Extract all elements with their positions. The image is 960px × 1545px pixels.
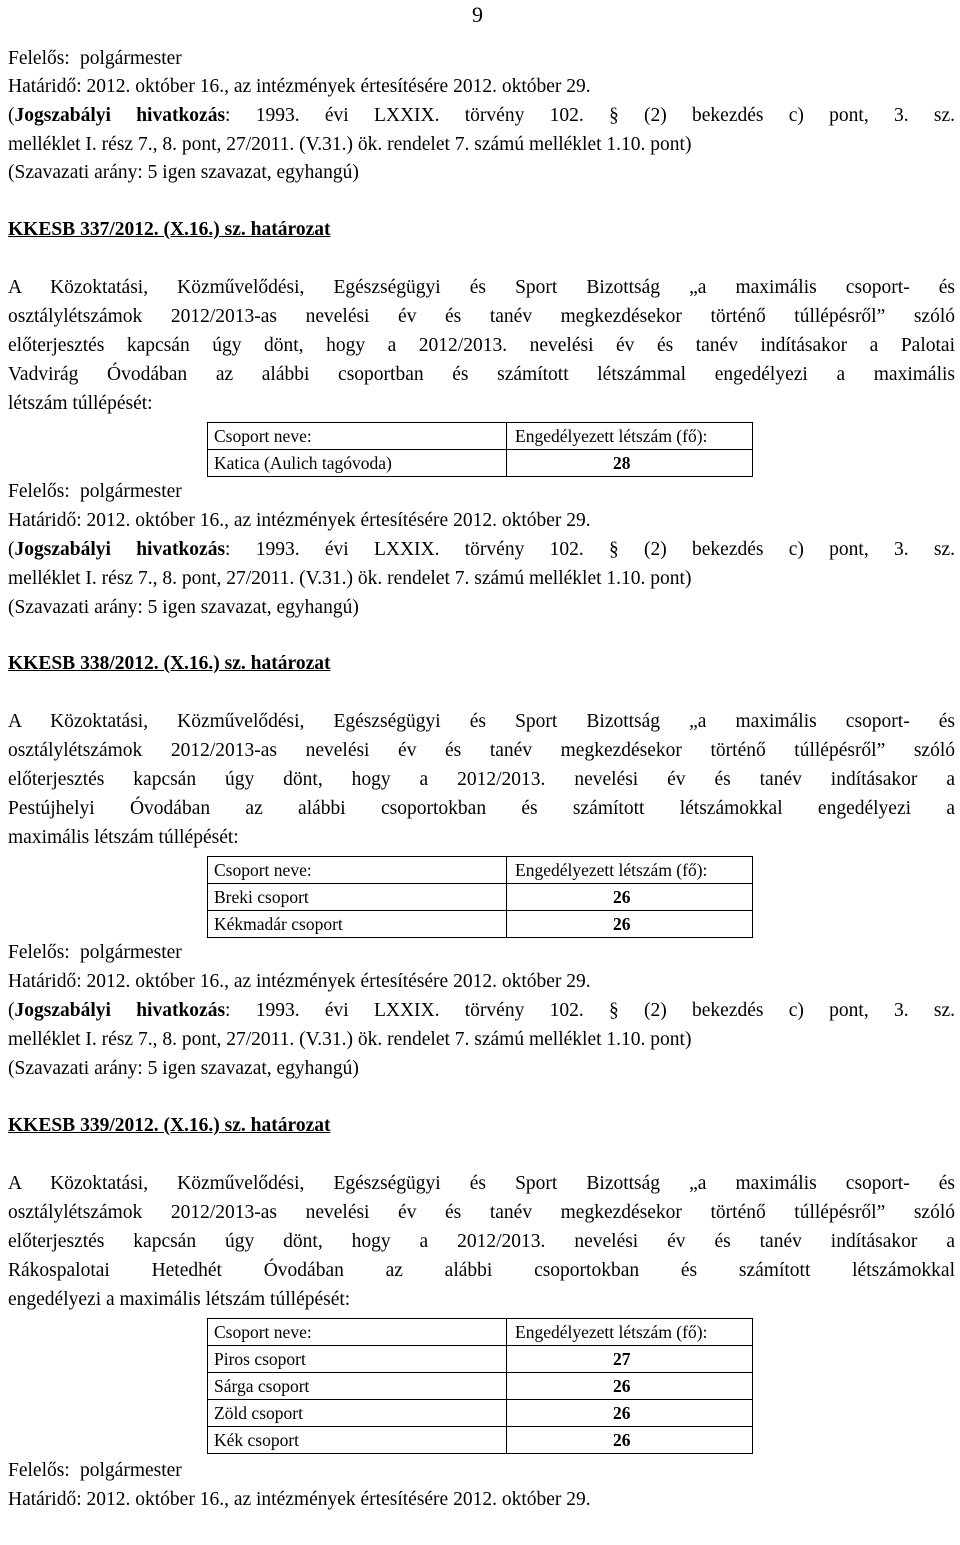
group-name: Piros csoport <box>208 1346 507 1373</box>
jogszabaly-line: (Jogszabályi hivatkozás: 1993. évi LXXIX. törvény 102. § (2) bekezdés c) pont, 3. sz. <box>8 1000 955 1021</box>
decision-heading: KKESB 337/2012. (X.16.) sz. határozat <box>8 219 331 240</box>
table-row <box>208 1346 753 1373</box>
group-table <box>207 422 753 477</box>
column-header: Engedélyezett létszám (fő): <box>507 423 753 450</box>
page-number: 9 <box>472 2 483 27</box>
hatarido-line: Határidő: 2012. október 16., az intézmények értesítésére 2012. október 29. <box>8 971 591 992</box>
jogszabaly-line: (Jogszabályi hivatkozás: 1993. évi LXXIX. törvény 102. § (2) bekezdés c) pont, 3. sz. <box>8 539 955 560</box>
intro-line: maximális létszám túllépését: <box>8 827 239 848</box>
intro-line: A Közoktatási, Közművelődési, Egészségügyi és Sport Bizottság „a maximális csoport- és <box>8 711 955 732</box>
felelos-line: Felelős: polgármester <box>8 481 182 502</box>
group-name: Kékmadár csoport <box>208 911 507 938</box>
column-header: Csoport neve: <box>208 857 507 884</box>
felelos-line: Felelős: polgármester <box>8 1460 182 1481</box>
intro-line: Pestújhelyi Óvodában az alábbi csoportokban és számított létszámokkal engedélyezi a <box>8 798 955 819</box>
table-header-row <box>208 423 753 450</box>
group-count: 26 <box>507 1373 753 1400</box>
group-name: Sárga csoport <box>208 1373 507 1400</box>
felelos-line: Felelős: polgármester <box>8 48 182 69</box>
szavazati-line: (Szavazati arány: 5 igen szavazat, egyhangú) <box>8 162 359 183</box>
hatarido-line: Határidő: 2012. október 16., az intézmények értesítésére 2012. október 29. <box>8 76 591 97</box>
group-count: 26 <box>507 884 753 911</box>
jogszabaly-line-2: melléklet I. rész 7., 8. pont, 27/2011. (V.31.) ök. rendelet 7. számú melléklet 1.10. pont) <box>8 1029 692 1050</box>
felelos-line: Felelős: polgármester <box>8 942 182 963</box>
intro-line: osztálylétszámok 2012/2013-as nevelési év és tanév megkezdésekor történő túllépésről” szóló <box>8 740 955 761</box>
group-name: Katica (Aulich tagóvoda) <box>208 450 507 477</box>
table-row <box>208 1400 753 1427</box>
intro-line: osztálylétszámok 2012/2013-as nevelési év és tanév megkezdésekor történő túllépésről” szóló <box>8 306 955 327</box>
column-header: Engedélyezett létszám (fő): <box>507 1319 753 1346</box>
table-header-row <box>208 1319 753 1346</box>
hatarido-line: Határidő: 2012. október 16., az intézmények értesítésére 2012. október 29. <box>8 1489 591 1510</box>
hatarido-line: Határidő: 2012. október 16., az intézmények értesítésére 2012. október 29. <box>8 510 591 531</box>
intro-line: létszám túllépését: <box>8 393 153 414</box>
decision-heading: KKESB 339/2012. (X.16.) sz. határozat <box>8 1115 331 1136</box>
group-name: Breki csoport <box>208 884 507 911</box>
intro-line: osztálylétszámok 2012/2013-as nevelési év és tanév megkezdésekor történő túllépésről” szóló <box>8 1202 955 1223</box>
group-name: Kék csoport <box>208 1427 507 1454</box>
group-table <box>207 856 753 938</box>
group-table <box>207 1318 753 1454</box>
decision-heading: KKESB 338/2012. (X.16.) sz. határozat <box>8 653 331 674</box>
column-header: Csoport neve: <box>208 423 507 450</box>
jogszabaly-line: (Jogszabályi hivatkozás: 1993. évi LXXIX. törvény 102. § (2) bekezdés c) pont, 3. sz. <box>8 105 955 126</box>
group-count: 26 <box>507 1427 753 1454</box>
table-header-row <box>208 857 753 884</box>
table-row <box>208 1373 753 1400</box>
intro-line: előterjesztés kapcsán úgy dönt, hogy a 2012/2013. nevelési év és tanév indításakor a Palotai <box>8 335 955 356</box>
group-count: 26 <box>507 1400 753 1427</box>
intro-line: A Közoktatási, Közművelődési, Egészségügyi és Sport Bizottság „a maximális csoport- és <box>8 1173 955 1194</box>
intro-line: előterjesztés kapcsán úgy dönt, hogy a 2012/2013. nevelési év és tanév indításakor a <box>8 1231 955 1252</box>
intro-line: előterjesztés kapcsán úgy dönt, hogy a 2012/2013. nevelési év és tanév indításakor a <box>8 769 955 790</box>
jogszabaly-line-2: melléklet I. rész 7., 8. pont, 27/2011. (V.31.) ök. rendelet 7. számú melléklet 1.10. pont) <box>8 568 692 589</box>
szavazati-line: (Szavazati arány: 5 igen szavazat, egyhangú) <box>8 597 359 618</box>
group-count: 27 <box>507 1346 753 1373</box>
szavazati-line: (Szavazati arány: 5 igen szavazat, egyhangú) <box>8 1058 359 1079</box>
table-row <box>208 884 753 911</box>
table-row <box>208 911 753 938</box>
group-count: 26 <box>507 911 753 938</box>
intro-line: A Közoktatási, Közművelődési, Egészségügyi és Sport Bizottság „a maximális csoport- és <box>8 277 955 298</box>
table-row <box>208 450 753 477</box>
intro-line: Rákospalotai Hetedhét Óvodában az alábbi csoportokban és számított létszámokkal <box>8 1260 955 1281</box>
group-name: Zöld csoport <box>208 1400 507 1427</box>
jogszabaly-line-2: melléklet I. rész 7., 8. pont, 27/2011. (V.31.) ök. rendelet 7. számú melléklet 1.10. pont) <box>8 134 692 155</box>
column-header: Csoport neve: <box>208 1319 507 1346</box>
intro-line: engedélyezi a maximális létszám túllépését: <box>8 1289 351 1310</box>
table-row <box>208 1427 753 1454</box>
group-count: 28 <box>507 450 753 477</box>
column-header: Engedélyezett létszám (fő): <box>507 857 753 884</box>
intro-line: Vadvirág Óvodában az alábbi csoportban és számított létszámmal engedélyezi a maximális <box>8 364 955 385</box>
